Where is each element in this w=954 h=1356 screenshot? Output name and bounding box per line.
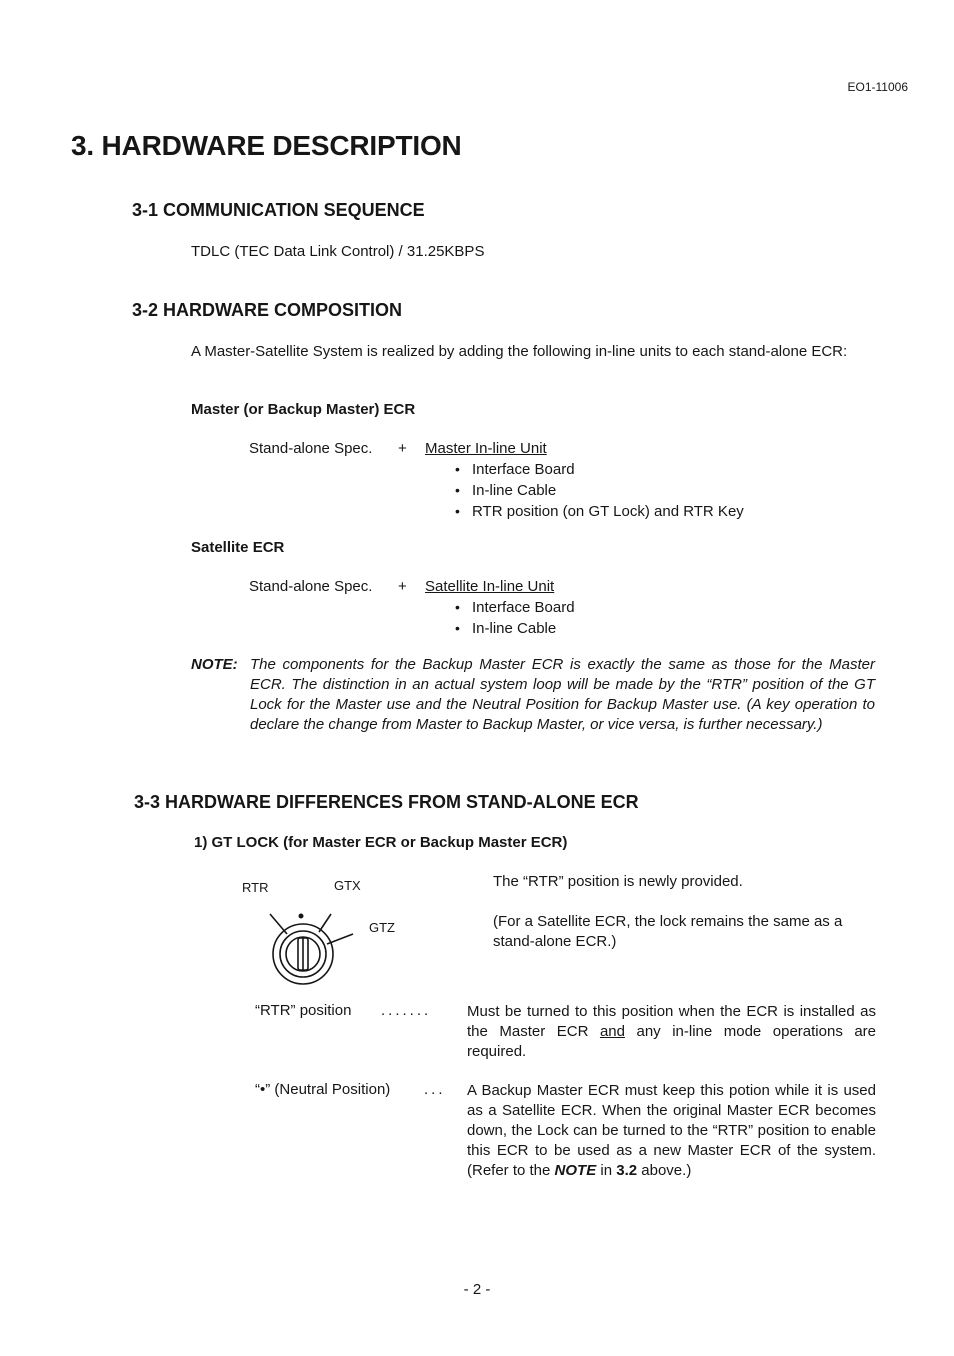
master-ecr-heading: Master (or Backup Master) ECR	[191, 401, 416, 418]
gt-lock-desc-1: The “RTR” position is newly provided.	[493, 873, 743, 890]
section-heading-communication-sequence: 3-1 COMMUNICATION SEQUENCE	[132, 200, 425, 220]
satellite-plus-sign: +	[398, 578, 407, 595]
hardware-composition-intro: A Master-Satellite System is realized by adding the following in-line units to each stand-alone ECR:	[191, 343, 848, 360]
master-base-spec: Stand-alone Spec.	[249, 440, 373, 457]
neutral-desc-part-a: A Backup Master ECR must keep this potion while it is used as a Satellite ECR. When the original Master ECR becomes down, the Lock can be turned to the “RTR” position to enable this ECR to be used as a new Master ECR of the system. (Refer to the	[467, 1082, 876, 1179]
rtr-desc-and: and	[599, 1023, 625, 1040]
section-heading-hardware-composition: 3-2 HARDWARE COMPOSITION	[132, 300, 403, 320]
neutral-position-description	[467, 1081, 876, 1181]
gt-lock-desc-2: (For a Satellite ECR, the lock remains the same as a stand-alone ECR.)	[493, 913, 843, 950]
gt-lock-heading: 1) GT LOCK (for Master ECR or Backup Master ECR)	[194, 834, 568, 851]
gt-lock-icon	[235, 872, 415, 992]
master-unit-components	[455, 459, 744, 522]
list-item: • Interface Board	[455, 597, 575, 618]
neutral-desc-end: above.)	[641, 1162, 692, 1179]
rtr-desc-part-a: Must be turned to this position when the ECR is installed as the Master ECR	[467, 1003, 876, 1040]
note-text: The components for the Backup Master ECR is exactly the same as those for the Master ECR. The distinction in an actual system loop will be made by the “RTR” position of the GT Lock for the Master use and the Neutral Position for Backup Master use. (A key operation to declare the change from Master to Backup Master, or vice versa, is further necessary.)	[250, 656, 875, 733]
list-item: • Interface Board	[455, 459, 744, 480]
master-plus-sign: +	[398, 440, 407, 457]
rtr-leader-dots: .......	[381, 1002, 432, 1019]
neutral-position-label: “•” (Neutral Position)	[255, 1081, 391, 1098]
rtr-position-description	[467, 1002, 876, 1062]
section-heading-hardware-differences: 3-3 HARDWARE DIFFERENCES FROM STAND-ALONE ECR	[134, 792, 639, 812]
list-item: • RTR position (on GT Lock) and RTR Key	[455, 501, 744, 522]
neutral-desc-in: in	[600, 1162, 613, 1179]
rtr-desc-part-b: any in-line mode operations are required.	[467, 1023, 877, 1060]
neutral-ref-section: 3.2	[616, 1162, 638, 1179]
page-number: - 2 -	[463, 1281, 491, 1298]
satellite-inline-unit: Satellite In-line Unit	[425, 578, 555, 595]
neutral-leader-dots: ...	[424, 1081, 446, 1098]
satellite-ecr-heading: Satellite ECR	[191, 539, 285, 556]
gt-lock-diagram	[235, 872, 415, 992]
rtr-position-label: “RTR” position	[255, 1002, 352, 1019]
list-item: • In-line Cable	[455, 618, 575, 639]
lock-label-gtx: GTX	[334, 878, 361, 893]
list-item: • In-line Cable	[455, 480, 744, 501]
document-number: EO1-11006	[847, 80, 908, 94]
communication-sequence-text: TDLC (TEC Data Link Control) / 31.25KBPS	[191, 243, 485, 260]
master-inline-unit: Master In-line Unit	[425, 440, 547, 457]
composition-note	[191, 655, 875, 735]
neutral-ref-note: NOTE	[554, 1162, 597, 1179]
satellite-unit-components	[455, 597, 575, 639]
lock-label-gtz: GTZ	[369, 920, 395, 935]
lock-label-rtr: RTR	[242, 880, 269, 895]
note-label: NOTE:	[191, 656, 238, 673]
page-title: 3. HARDWARE DESCRIPTION	[71, 130, 462, 161]
satellite-base-spec: Stand-alone Spec.	[249, 578, 373, 595]
